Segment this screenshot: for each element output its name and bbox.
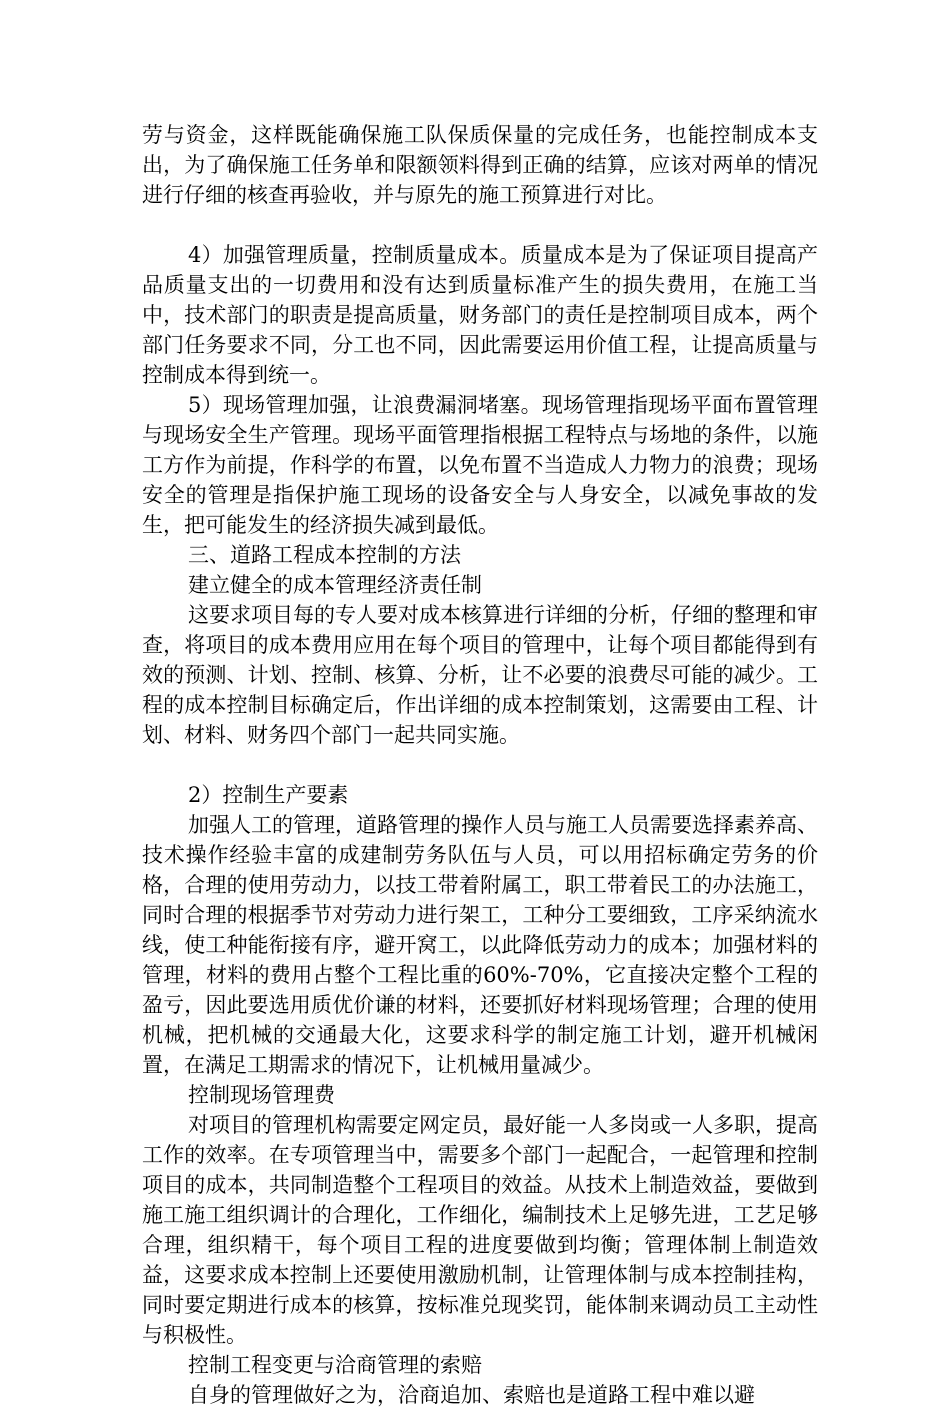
paragraph-site-management: 5）现场管理加强，让浪费漏洞堵塞。现场管理指现场平面布置管理与现场安全生产管理。现场平面管理指根据工程特点与场地的条件，以施工方作为前提，作科学的布置，以免布置不当造成人力物力的浪费；现场安全的管理是指保护施工现场的设备安全与人身安全，以减免事故的发生，把可能发生的经济损失减到最低。 <box>142 393 818 537</box>
subheading-site-management-fee: 控制现场管理费 <box>188 1083 335 1107</box>
paragraph-production-factors: 加强人工的管理，道路管理的操作人员与施工人员需要选择素养高、技术操作经验丰富的成建制劳务队伍与人员，可以用招标确定劳务的价格，合理的使用劳动力，以技工带着附属工，职工带着民工的办法施工，同时合理的根据季节对劳动力进行架工，工种分工要细致，工序采纳流水线，使工种能衔接有序，避开窝工，以此降低劳动力的成本；加强材料的管理，材料的费用占整个工程比重的60%-70%，它直接决定整个工程的盈亏，因此要选用质优价谦的材料，还要抓好材料现场管理；合理的使用机械，把机械的交通最大化，这要求科学的制定施工计划，避开机械闲置，在满足工期需求的情况下，让机械用量减少。 <box>142 813 818 1077</box>
paragraph-responsibility-system: 这要求项目每的专人要对成本核算进行详细的分析，仔细的整理和审查，将项目的成本费用应用在每个项目的管理中，让每个项目都能得到有效的预测、计划、控制、核算、分析，让不必要的浪费尽可能的减少。工程的成本控制目标确定后，作出详细的成本控制策划，这需要由工程、计划、材料、财务四个部门一起共同实施。 <box>142 603 818 747</box>
paragraph-continuation: 劳与资金，这样既能确保施工队保质保量的完成任务，也能控制成本支出，为了确保施工任务单和限额领料得到正确的结算，应该对两单的情况进行仔细的核查再验收，并与原先的施工预算进行对比。 <box>142 123 818 207</box>
subheading-change-claims: 控制工程变更与洽商管理的索赔 <box>188 1353 482 1377</box>
section-heading-methods: 三、道路工程成本控制的方法 <box>188 543 461 567</box>
paragraph-site-management-fee: 对项目的管理机构需要定网定员，最好能一人多岗或一人多职，提高工作的效率。在专项管理当中，需要多个部门一起配合，一起管理和控制项目的成本，共同制造整个工程项目的效益。从技术上制造效益，要做到施工施工组织调计的合理化，工作细化，编制技术上足够先进，工艺足够合理，组织精干，每个项目工程的进度要做到均衡；管理体制上制造效益，这要求成本控制上还要使用激励机制，让管理体制与成本控制挂构，同时要定期进行成本的核算，按标准兑现奖罚，能体制来调动员工主动性与积极性。 <box>142 1113 818 1347</box>
paragraph-change-claims: 自身的管理做好之为，洽商追加、索赔也是道路工程中难以避 <box>188 1383 755 1407</box>
paragraph-quality-cost: 4）加强管理质量，控制质量成本。质量成本是为了保证项目提高产品质量支出的一切费用和没有达到质量标准产生的损失费用，在施工当中，技术部门的职责是提高质量，财务部门的责任是控制项目成本，两个部门任务要求不同，分工也不同，因此需要运用价值工程，让提高质量与控制成本得到统一。 <box>142 243 818 387</box>
subheading-production-factors: 2）控制生产要素 <box>188 783 349 807</box>
subheading-responsibility-system: 建立健全的成本管理经济责任制 <box>188 573 482 597</box>
document-body <box>142 120 818 1410</box>
